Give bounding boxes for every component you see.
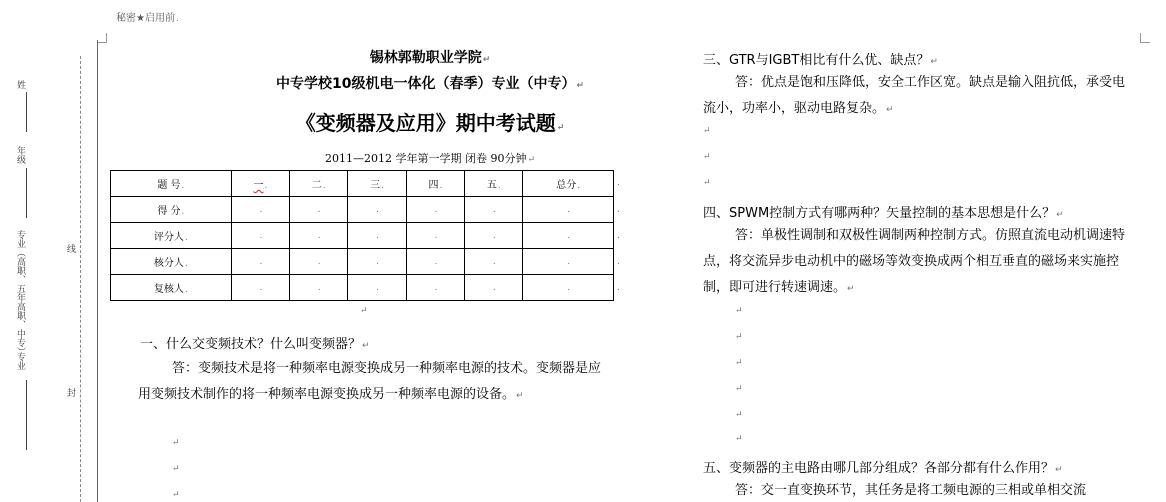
exam-title: 《变频器及应用》期中考试题↵	[295, 111, 565, 135]
table-row	[111, 197, 614, 223]
score-cell[interactable]: .	[523, 249, 614, 275]
major-label-short: 专业	[15, 352, 25, 370]
score-cell[interactable]: .	[348, 197, 406, 223]
score-cell[interactable]: .	[290, 197, 348, 223]
score-cell[interactable]: .	[465, 275, 523, 301]
score-cell[interactable]: .	[406, 197, 464, 223]
score-table-header	[111, 171, 614, 197]
row-end-mark: .	[617, 283, 620, 293]
score-cell[interactable]: .	[465, 223, 523, 249]
line-mark: 线	[65, 244, 75, 253]
paragraph-mark: ↵	[172, 438, 180, 448]
header-cell: 四.	[406, 171, 464, 197]
answer-3: 答：优点是饱和压降低，安全工作区宽。缺点是输入阻抗低，承受电流小，功率小，驱动电路复杂。↵	[703, 75, 1126, 116]
row-label: 复核人.	[111, 275, 232, 301]
paragraph-mark: ↵	[735, 434, 743, 444]
department-line: 中专学校10级机电一体化（春季）专业（中专）↵	[275, 76, 585, 92]
grade-blank	[26, 168, 27, 218]
score-cell[interactable]: .	[348, 275, 406, 301]
binding-line-outer	[97, 40, 98, 502]
question-4: 四、SPWM控制方式有哪两种？矢量控制的基本思想是什么？↵	[703, 206, 1064, 221]
paragraph-mark: ↵	[735, 410, 743, 420]
corner-mark-right	[1140, 33, 1150, 43]
question-1: 一、什么交变频技术？什么叫变频器？↵	[140, 337, 370, 352]
major-label: 专业（高职、五年高职、中专）	[15, 230, 25, 356]
row-end-mark: .	[617, 205, 620, 215]
score-cell[interactable]: .	[348, 223, 406, 249]
paragraph-mark: ↵	[172, 464, 180, 474]
row-end-mark: .	[617, 231, 620, 241]
score-cell[interactable]: .	[523, 223, 614, 249]
major-blank	[26, 380, 27, 450]
paragraph-mark: ↵	[735, 332, 743, 342]
corner-mark-left	[97, 33, 107, 43]
score-cell[interactable]: .	[348, 249, 406, 275]
exam-meta: 2011—2012 学年第一学期 闭卷 90分钟↵	[324, 152, 536, 165]
question-5: 五、变频器的主电路由哪几部分组成？各部分都有什么作用？↵	[703, 461, 1063, 476]
score-cell[interactable]: .	[523, 275, 614, 301]
score-cell[interactable]: .	[231, 275, 289, 301]
score-cell[interactable]: .	[290, 223, 348, 249]
header-cell: 一.	[231, 171, 289, 197]
score-cell[interactable]: .	[465, 249, 523, 275]
paragraph-mark: ↵	[172, 490, 180, 500]
paragraph-mark: ↵	[360, 306, 368, 316]
score-cell[interactable]: .	[290, 249, 348, 275]
school-name: 锡林郭勒职业学院↵	[369, 50, 491, 66]
answer-4: 答：单极性调制和双极性调制两种控制方式。仿照直流电动机调速特点，将交流异步电动机中的磁场等效变换成两个相互垂直的磁场来实施控制，即可进行转速调速。↵	[703, 228, 1126, 295]
paragraph-mark: ↵	[703, 152, 711, 162]
row-label: 得 分.	[111, 197, 232, 223]
score-cell[interactable]: .	[406, 249, 464, 275]
row-label: 核分人.	[111, 249, 232, 275]
answer-1: 答：变频技术是将一种频率电源变换成另一种频率电源的技术。变频器是应用变频技术制作的将一种频率电源变换成另一种频率电源的设备。↵	[138, 361, 602, 402]
binding-line-dashed	[80, 56, 81, 502]
secret-mark: 秘密★启用前.	[116, 13, 179, 24]
paragraph-mark: ↵	[735, 358, 743, 368]
score-cell[interactable]: .	[523, 197, 614, 223]
table-row	[111, 275, 614, 301]
score-cell[interactable]: .	[231, 197, 289, 223]
table-row	[111, 249, 614, 275]
score-cell[interactable]: .	[406, 275, 464, 301]
table-row	[111, 223, 614, 249]
paragraph-mark: ↵	[735, 384, 743, 394]
row-end-mark: .	[617, 257, 620, 267]
paragraph-mark: ↵	[703, 126, 711, 136]
name-label: 姓	[15, 80, 25, 89]
paragraph-mark: ↵	[703, 178, 711, 188]
name-blank	[26, 92, 27, 132]
row-label: 评分人.	[111, 223, 232, 249]
answer-5: 答：交一直变换环节，其任务是将工频电源的三相或单相交流	[735, 483, 1087, 498]
question-3: 三、GTR与IGBT相比有什么优、缺点？↵	[703, 53, 938, 68]
seal-mark: 封	[65, 388, 75, 397]
row-end-mark: .	[617, 178, 620, 188]
header-cell: 总分.	[523, 171, 614, 197]
grade-label: 年级	[15, 146, 25, 164]
header-cell: 五.	[465, 171, 523, 197]
score-cell[interactable]: .	[231, 249, 289, 275]
score-cell[interactable]: .	[406, 223, 464, 249]
header-cell: 二.	[290, 171, 348, 197]
score-cell[interactable]: .	[231, 223, 289, 249]
score-table	[110, 170, 614, 301]
score-cell[interactable]: .	[465, 197, 523, 223]
paragraph-mark: ↵	[735, 306, 743, 316]
header-cell: 题 号.	[111, 171, 232, 197]
score-cell[interactable]: .	[290, 275, 348, 301]
header-cell: 三.	[348, 171, 406, 197]
